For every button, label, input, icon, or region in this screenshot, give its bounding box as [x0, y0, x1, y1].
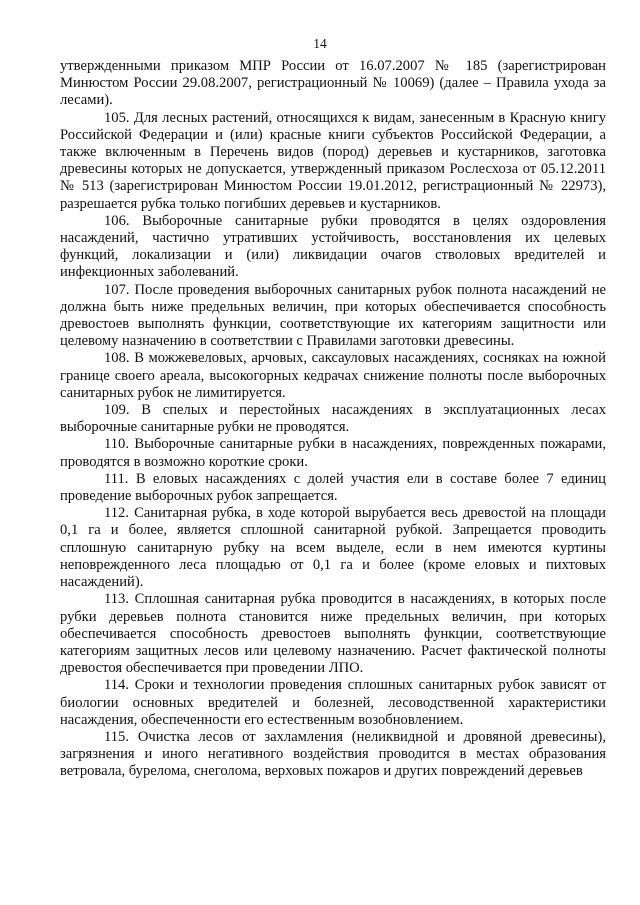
paragraph-112 — [60, 505, 606, 591]
paragraph-text: Санитарная рубка, в ходе которой вырубается весь древостой на площади 0,1 га и более, является сплошной санитарной рубкой. Запрещается проводить сплошную санитарную рубку на всем выделе, если в нем имеются куртины неповрежденного леса площадью от 0,1 га и более (кроме еловых и пихтовых насаждений). — [60, 505, 606, 591]
paragraph-110 — [60, 436, 606, 470]
paragraph-text: Очистка лесов от захламления (неликвидной и дровяной древесины), загрязнения и иного негативного воздействия проводится в местах образования ветровала, бурелома, снеголома, верховых пожаров и других повреждений деревьев — [60, 728, 606, 780]
paragraph-text: утвержденными приказом МПР России от 16.07.2007 № 185 (зарегистрирован Минюстом России 29.08.2007, регистрационный № 10069) (далее – Правила ухода за лесами). — [60, 58, 606, 109]
paragraph-text: Сплошная санитарная рубка проводится в насаждениях, в которых после рубки деревьев полнота становится ниже предельных величин, при которых обеспечивается способность древостоев выполнять функции, соответствующие категориям защитных лесов или целевому назначению. Расчет фактической полноты древостоя обеспечивается при проведении ЛПО. — [60, 591, 606, 677]
document-body — [60, 58, 606, 781]
paragraph-number: 110. — [104, 436, 129, 453]
paragraph-continuation — [60, 58, 606, 110]
paragraph-text: Сроки и технологии проведения сплошных санитарных рубок зависят от биологии основных вредителей и болезней, лесоводственной характеристики насаждения, обеспеченности его естественным возобновлением. — [60, 677, 606, 728]
paragraph-text: Выборочные санитарные рубки в насаждениях, поврежденных пожарами, проводятся в возможно короткие сроки. — [60, 436, 606, 470]
paragraph-113 — [60, 591, 606, 677]
paragraph-106 — [60, 213, 606, 282]
paragraph-number: 113. — [104, 591, 129, 608]
paragraph-number: 111. — [104, 470, 129, 487]
paragraph-105 — [60, 110, 606, 213]
paragraph-number: 114. — [104, 677, 129, 694]
paragraph-108 — [60, 350, 606, 402]
paragraph-number: 107. — [104, 281, 130, 298]
paragraph-number: 108. — [104, 350, 130, 367]
paragraph-109 — [60, 402, 606, 436]
paragraph-115 — [60, 729, 606, 781]
paragraph-114 — [60, 677, 606, 729]
page-number: 14 — [313, 36, 327, 51]
paragraph-number: 106. — [104, 212, 130, 229]
paragraph-text: Для лесных растений, относящихся к видам, занесенным в Красную книгу Российской Федерации и (или) красные книги субъектов Российской Федерации, а также включенным в Перечень видов (пород) деревьев и кустарников, заготовка древесины которых не допускается, утвержденный приказом Рослесхоза от 05.12.2011 № 513 (зарегистрирован Минюстом России 19.01.2012, регистрационный № 22973), разрешается рубка только погибших деревьев и кустарников. — [60, 109, 606, 212]
paragraph-number: 105. — [104, 109, 130, 126]
paragraph-text: В спелых и перестойных насаждениях в эксплуатационных лесах выборочные санитарные рубки не проводятся. — [60, 402, 606, 436]
paragraph-text: В еловых насаждениях с долей участия ели в составе более 7 единиц проведение выборочных рубок запрещается. — [60, 470, 606, 505]
paragraph-text: Выборочные санитарные рубки проводятся в целях оздоровления насаждений, частично утративших устойчивость, восстановления их целевых функций, локализации и (или) ликвидации очагов стволовых вредителей и инфекционных заболеваний. — [60, 212, 606, 281]
paragraph-text: В можжевеловых, арчовых, саксауловых насаждениях, сосняках на южной границе своего ареала, высокогорных кедрачах снижение полноты после выборочных санитарных рубок не лимитируется. — [60, 350, 606, 401]
paragraph-number: 112. — [104, 505, 129, 522]
paragraph-107 — [60, 282, 606, 351]
paragraph-number: 109. — [104, 402, 130, 419]
paragraph-text: После проведения выборочных санитарных рубок полнота насаждений не должна быть ниже предельных величин, при которых обеспечивается способность древостоев выполнять функции, соответствующие их категориям защитности или целевому назначению в соответствии с Правилами заготовки древесины. — [60, 281, 606, 350]
paragraph-111 — [60, 471, 606, 505]
paragraph-number: 115. — [104, 728, 129, 745]
